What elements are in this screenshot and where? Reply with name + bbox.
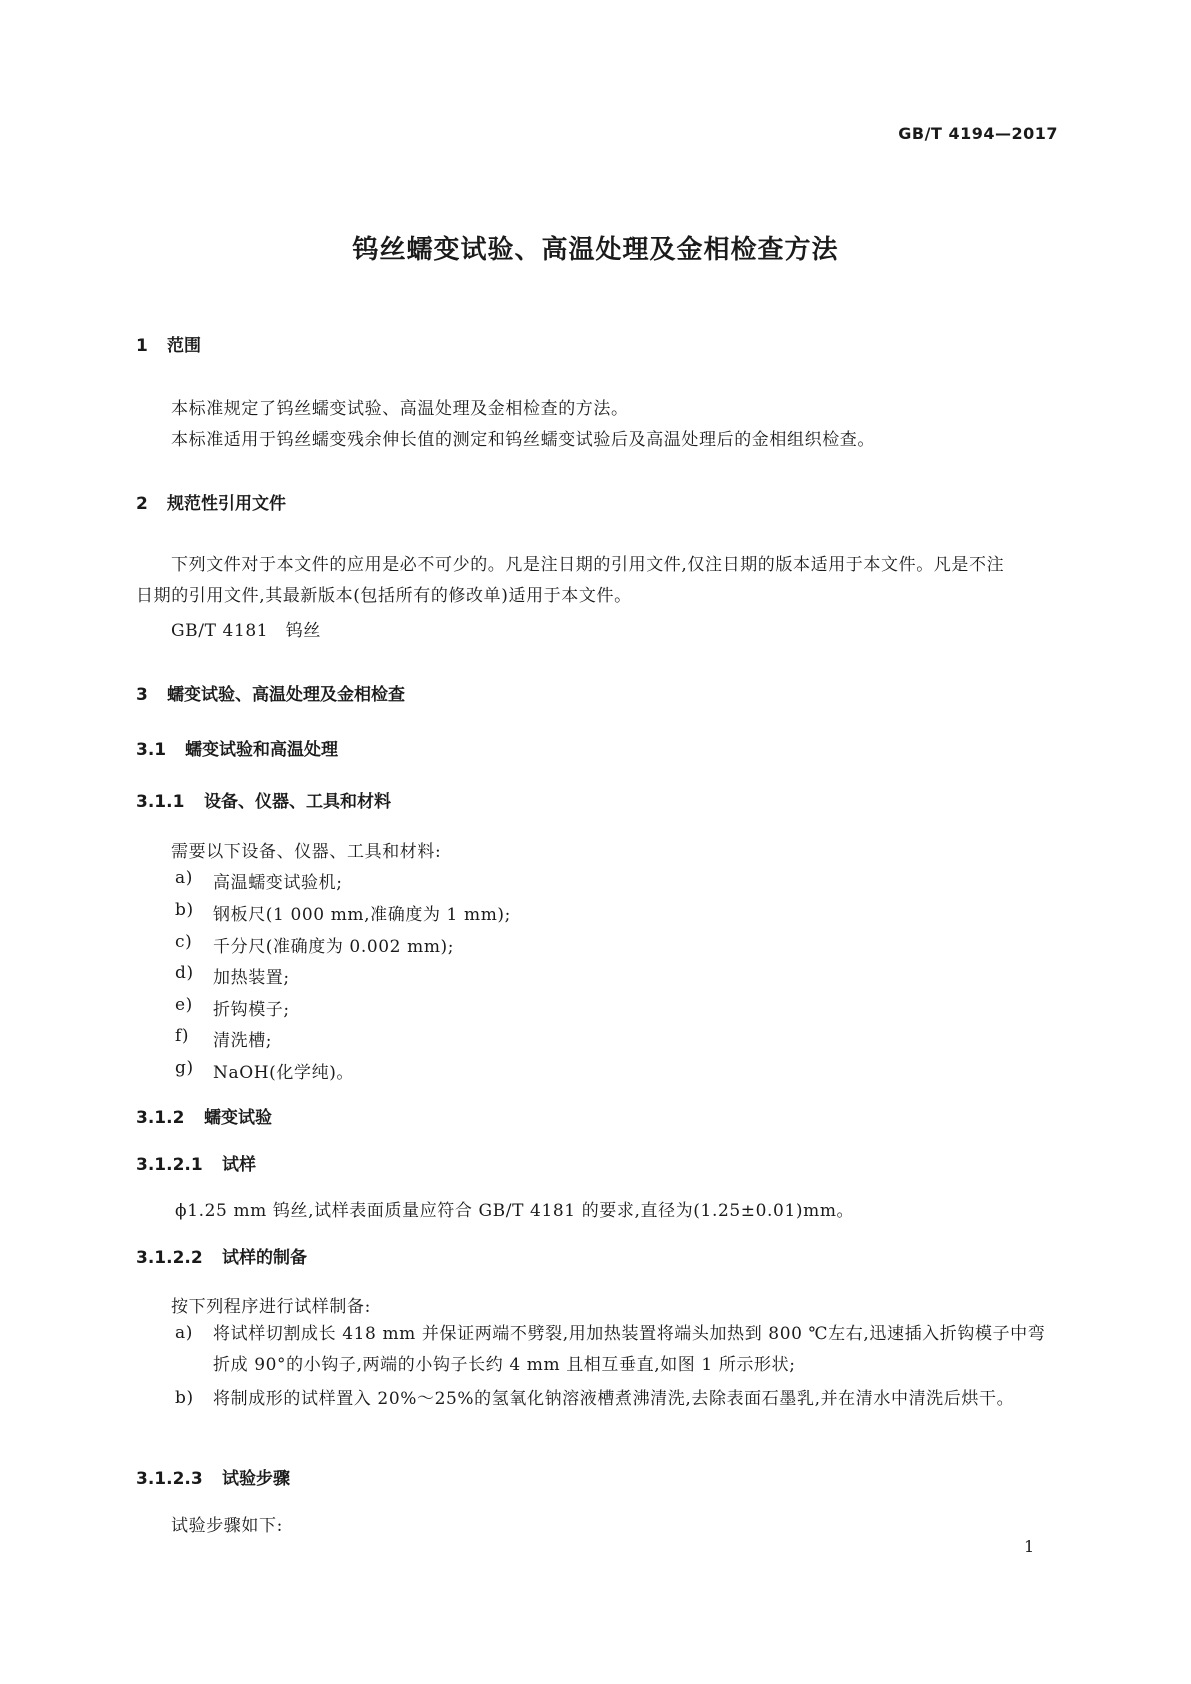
- list-text: 折钩模子;: [213, 1000, 290, 1020]
- scope-paragraph-1: 本标准规定了钨丝蠕变试验、高温处理及金相检查的方法。: [171, 399, 629, 419]
- section-title: 规范性引用文件: [167, 494, 286, 514]
- standard-code: GB/T 4194—2017: [898, 124, 1058, 143]
- list-marker: b): [175, 900, 194, 920]
- section-3-1-2-heading: [136, 1103, 272, 1128]
- specimen-paragraph: ϕ1.25 mm 钨丝,试样表面质量应符合 GB/T 4181 的要求,直径为(1.25±0.01)mm。: [175, 1201, 855, 1221]
- list-text: 清洗槽;: [213, 1031, 273, 1051]
- section-number: 3.1.1: [136, 792, 185, 812]
- equipment-intro: 需要以下设备、仪器、工具和材料:: [171, 842, 442, 862]
- scope-paragraph-2: 本标准适用于钨丝蠕变残余伸长值的测定和钨丝蠕变试验后及高温处理后的金相组织检查。: [171, 430, 875, 450]
- test-procedure-intro: 试验步骤如下:: [171, 1516, 283, 1536]
- section-title: 试样: [222, 1155, 256, 1175]
- section-3-1-1-heading: [136, 787, 391, 812]
- section-2-heading: [136, 489, 286, 514]
- list-marker: f): [175, 1026, 190, 1046]
- section-title: 蠕变试验: [204, 1108, 272, 1128]
- list-marker: b): [175, 1388, 194, 1408]
- section-number: 3.1: [136, 740, 167, 760]
- section-number: 3.1.2.3: [136, 1469, 203, 1489]
- list-marker: e): [175, 995, 193, 1015]
- document-title: 钨丝蠕变试验、高温处理及金相检查方法: [352, 235, 839, 265]
- section-1-heading: [136, 331, 201, 356]
- list-marker: a): [175, 1323, 193, 1343]
- section-title: 试样的制备: [222, 1248, 307, 1268]
- section-title: 试验步骤: [222, 1469, 290, 1489]
- section-3-1-2-2-heading: [136, 1243, 307, 1268]
- section-title: 蠕变试验、高温处理及金相检查: [167, 685, 405, 705]
- list-text: 将制成形的试样置入 20%～25%的氢氧化钠溶液槽煮沸清洗,去除表面石墨乳,并在清水中清洗后烘干。: [213, 1389, 1015, 1409]
- section-3-1-2-1-heading: [136, 1150, 256, 1175]
- normative-references-paragraph: 下列文件对于本文件的应用是必不可少的。凡是注日期的引用文件,仅注日期的版本适用于本文件。凡是不注日期的引用文件,其最新版本(包括所有的修改单)适用于本文件。: [136, 555, 1005, 606]
- section-number: 3: [136, 685, 148, 705]
- page-number: 1: [1024, 1537, 1035, 1556]
- normative-reference-item: GB/T 4181 钨丝: [171, 621, 322, 641]
- section-number: 1: [136, 336, 148, 356]
- list-text: 钢板尺(1 000 mm,准确度为 1 mm);: [213, 905, 511, 925]
- list-marker: c): [175, 932, 193, 952]
- list-marker: g): [175, 1058, 194, 1078]
- section-3-heading: [136, 680, 405, 705]
- list-text: 千分尺(准确度为 0.002 mm);: [213, 937, 455, 957]
- preparation-intro: 按下列程序进行试样制备:: [171, 1297, 371, 1317]
- section-number: 3.1.2.1: [136, 1155, 203, 1175]
- section-number: 3.1.2: [136, 1108, 185, 1128]
- list-text: NaOH(化学纯)。: [213, 1063, 355, 1083]
- list-text: 高温蠕变试验机;: [213, 873, 343, 893]
- list-marker: d): [175, 963, 194, 983]
- section-title: 蠕变试验和高温处理: [185, 740, 338, 760]
- section-number: 3.1.2.2: [136, 1248, 203, 1268]
- section-title: 范围: [167, 336, 201, 356]
- list-marker: a): [175, 868, 193, 888]
- section-number: 2: [136, 494, 148, 514]
- list-text: 将试样切割成长 418 mm 并保证两端不劈裂,用加热装置将端头加热到 800 ℃左右,迅速插入折钩模子中弯折成 90°的小钩子,两端的小钩子长约 4 mm 且相互垂直,如图 1 所示形状;: [213, 1324, 1046, 1375]
- section-title: 设备、仪器、工具和材料: [204, 792, 391, 812]
- section-3-1-2-3-heading: [136, 1464, 290, 1489]
- list-text: 加热装置;: [213, 968, 290, 988]
- section-3-1-heading: [136, 735, 338, 760]
